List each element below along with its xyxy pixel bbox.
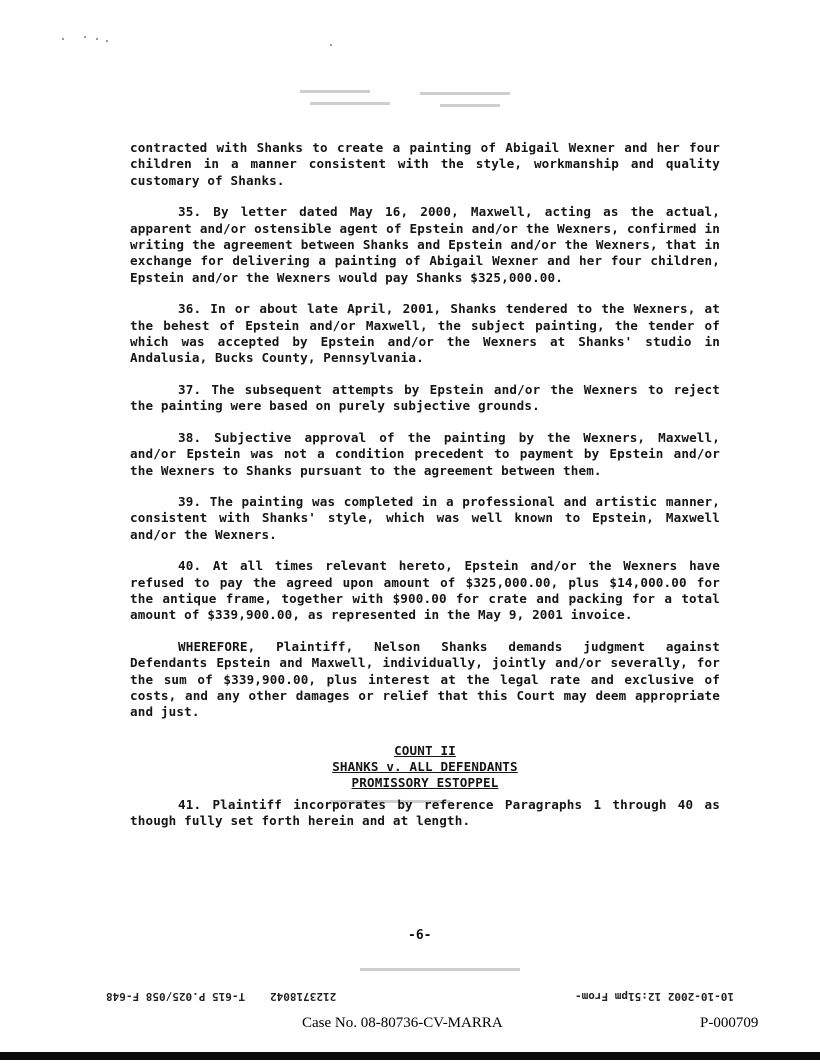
case-number: Case No. 08-80736-CV-MARRA xyxy=(302,1015,503,1031)
scan-speck xyxy=(106,40,108,42)
scan-speck xyxy=(330,44,332,46)
document-body xyxy=(130,140,720,845)
scan-smudge xyxy=(310,102,390,105)
paragraph-35: 35. By letter dated May 16, 2000, Maxwell, acting as the actual, apparent and/or ostensible agent of Epstein and/or the Wexners, confirmed in writing the agreement between Shanks and Epstein and/or the Wexners, that in exchange for delivering a painting of Abigail Wexner and her four children, Epstein and/or the Wexners would pay Shanks $325,000.00. xyxy=(130,204,720,285)
fax-header-middle: 2123718042 xyxy=(270,990,337,1003)
count-heading xyxy=(130,743,720,791)
scan-smudge xyxy=(440,104,500,107)
paragraph-wherefore: WHEREFORE, Plaintiff, Nelson Shanks demands judgment against Defendants Epstein and Maxwell, individually, jointly and/or severally, for the sum of $339,900.00, plus interest at the legal rate and exclusive of costs, and any other damages or relief that this Court may deem appropriate and just. xyxy=(130,638,720,720)
paragraph-36: 36. In or about late April, 2001, Shanks tendered to the Wexners, at the behest of Epstein and/or Maxwell, the subject painting, the tender of which was accepted by Epstein and/or the Wexners at Shanks' studio in Andalusia, Bucks County, Pennsylvania. xyxy=(130,301,720,366)
paragraph-37: 37. The subsequent attempts by Epstein and/or the Wexners to reject the painting were based on purely subjective grounds. xyxy=(130,381,720,414)
scan-smudge xyxy=(420,92,510,95)
paragraph-40: 40. At all times relevant hereto, Epstein and/or the Wexners have refused to pay the agreed upon amount of $325,000.00, plus $14,000.00 for the antique frame, together with $900.00 for crate and packing for a total amount of $339,900.00, as represented in the May 9, 2001 invoice. xyxy=(130,558,720,623)
page-number: -6- xyxy=(408,928,432,943)
scan-edge-bar xyxy=(0,1052,820,1060)
paragraph-intro: contracted with Shanks to create a painting of Abigail Wexner and her four children in a manner consistent with the style, workmanship and quality customary of Shanks. xyxy=(130,140,720,188)
count-claim: PROMISSORY ESTOPPEL xyxy=(351,774,499,790)
count-parties: SHANKS v. ALL DEFENDANTS xyxy=(332,758,518,774)
scan-smudge xyxy=(360,968,520,971)
paragraph-41: 41. Plaintiff incorporates by reference Paragraphs 1 through 40 as though fully set forth herein and at length. xyxy=(130,796,720,829)
paragraph-39: 39. The painting was completed in a professional and artistic manner, consistent with Shanks' style, which was well known to Epstein, Maxwell and/or the Wexners. xyxy=(130,493,720,542)
count-title: COUNT II xyxy=(394,742,456,758)
fax-header-right: 10-10-2002 12:51pm From- xyxy=(575,990,734,1003)
scan-speck xyxy=(84,36,86,38)
scan-smudge xyxy=(300,90,370,93)
fax-header-left: T-615 P.025/058 F-648 xyxy=(106,990,246,1003)
scan-speck xyxy=(96,38,98,40)
bates-number: P-000709 xyxy=(700,1015,759,1031)
scan-speck xyxy=(62,38,64,40)
paragraph-38: 38. Subjective approval of the painting by the Wexners, Maxwell, and/or Epstein was not a condition precedent to payment by Epstein and/or the Wexners to Shanks pursuant to the agreement between them. xyxy=(130,429,720,478)
